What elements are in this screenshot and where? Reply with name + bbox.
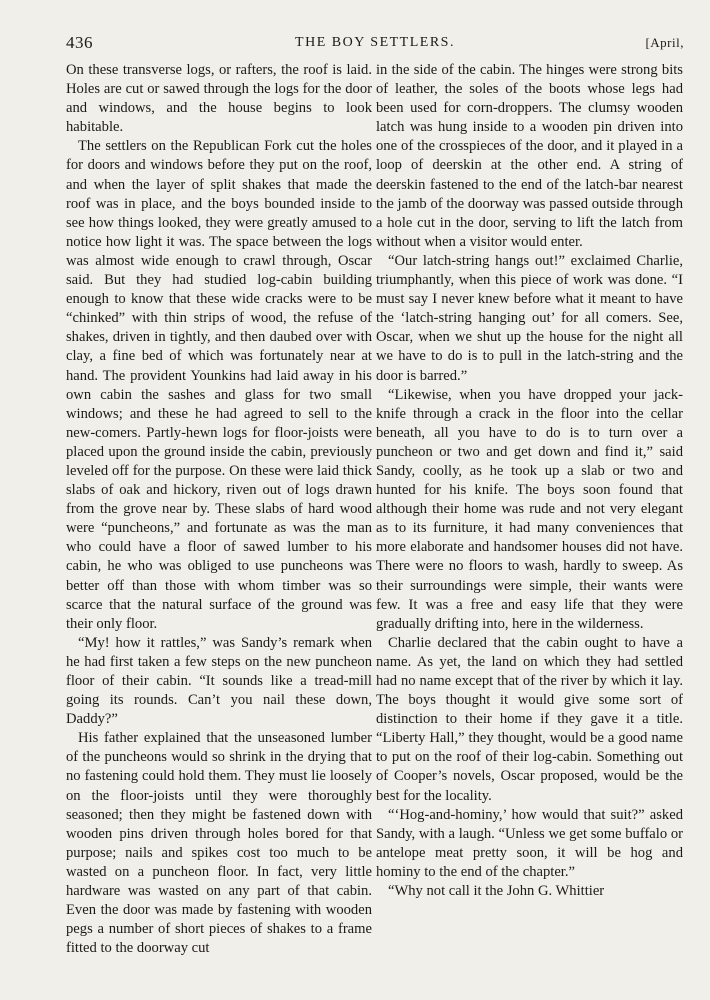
paragraph: “Our latch-string hangs out!” exclaimed Charlie, triumphantly, when this piece of work was done. “I must say I never knew before what it meant to have the ‘latch-string hanging out’ for all comers. See, Oscar, when we shut up the house for the night all we have to do is to pull in the latch-string and the door is barred.” — [376, 252, 683, 384]
paragraph: His father explained that the unseasoned lumber of the puncheons would so shrink in the drying that no fastening could hold them. They must lie loosely on the floor-joists until they were thoroughly seasoned; then they might be fastened down with wooden pins driven through holes bored for that purpose; nails and spikes cost too much to be wasted on a puncheon floor. In fact, very little hardware was wasted on any part of that cabin. Even the door was made by fastening with wooden pegs a number of short pieces of shakes to a frame fitted to the doorway cut — [66, 730, 372, 957]
left-column — [66, 61, 372, 991]
paragraph: “Why not call it the John G. Whittier — [388, 883, 605, 900]
right-column — [376, 61, 683, 991]
running-title: THE BOY SETTLERS. — [295, 35, 455, 50]
paragraph: Charlie declared that the cabin ought to have a name. As yet, the land on which they had settled had no name except that of the river by which it lay. The boys thought it would give some sort of distinction to their home if they gave it a title. “Liberty Hall,” they thought, would be a good name to put on the roof of their log-cabin. Something out of Cooper’s novels, Oscar proposed, would be the best for the locality. — [376, 634, 683, 804]
paragraph: “Likewise, when you have dropped your jack-knife through a crack in the floor into the cellar beneath, all you have to do is to turn over a puncheon or two and get down and find it,” said Sandy, coolly, as he took up a slab or two and hunted for his knife. The boys soon found that although their home was rude and not very elegant as to its furniture, it had many conveniences that more elaborate and handsomer houses did not have. There were no floors to wash, hardly to sweep. As their surroundings were simple, their wants were few. It was a free and easy life that they were gradually drifting into, here in the wilderness. — [376, 386, 683, 632]
paragraph: “‘Hog-and-hominy,’ how would that suit?” asked Sandy, with a laugh. “Unless we get some buffalo or antelope meat pretty soon, it will be hog and hominy to the end of the chapter.” — [376, 806, 683, 880]
page-header — [66, 33, 684, 55]
paragraph: On these transverse logs, or rafters, the roof is laid. Holes are cut or sawed through the logs for the door and windows, and the house begins to look habitable. — [66, 62, 372, 136]
page-number: 436 — [66, 33, 93, 52]
paragraph: “My! how it rattles,” was Sandy’s remark when he had first taken a few steps on the new puncheon floor of their cabin. “It sounds like a tread-mill going its rounds. Can’t you nail these down, Daddy?” — [66, 634, 372, 728]
paragraph: The settlers on the Republican Fork cut the holes for doors and windows before they put on the roof, and when the layer of split shakes that made the roof was in place, and the boys bounded inside to see how things looked, they were greatly amused to notice how light it was. The space between the logs was almost wide enough to crawl through, Oscar said. But they had studied log-cabin building enough to know that these wide cracks were to be “chinked” with thin strips of wood, the refuse of shakes, driven in tightly, and then daubed over with clay, a fine bed of which was fortunately near at hand. The provident Younkins had laid away in his own cabin the sashes and glass for two small windows; and these he had agreed to sell to the new-comers. Partly-hewn logs for floor-joists were placed upon the ground inside the cabin, previously leveled off for the purpose. On these were laid thick slabs of oak and hickory, riven out of logs drawn from the grove near by. These slabs of hard wood were “puncheons,” and fortunate as was the man who could have a floor of sawed lumber to his cabin, he who was obliged to use puncheons was better off than those with whom timber was so scarce that the natural surface of the ground was their only floor. — [66, 138, 372, 632]
issue-month: [April, — [645, 35, 684, 50]
paragraph: in the side of the cabin. The hinges were strong bits of leather, the soles of the boots whose legs had been used for corn-droppers. The clumsy wooden latch was hung inside to a wooden pin driven into one of the crosspieces of the door, and it played in a loop of deerskin at the other end. A string of deerskin fastened to the end of the latch-bar nearest the jamb of the doorway was passed outside through a hole cut in the door, serving to lift the latch from without when a visitor would enter. — [376, 62, 683, 250]
